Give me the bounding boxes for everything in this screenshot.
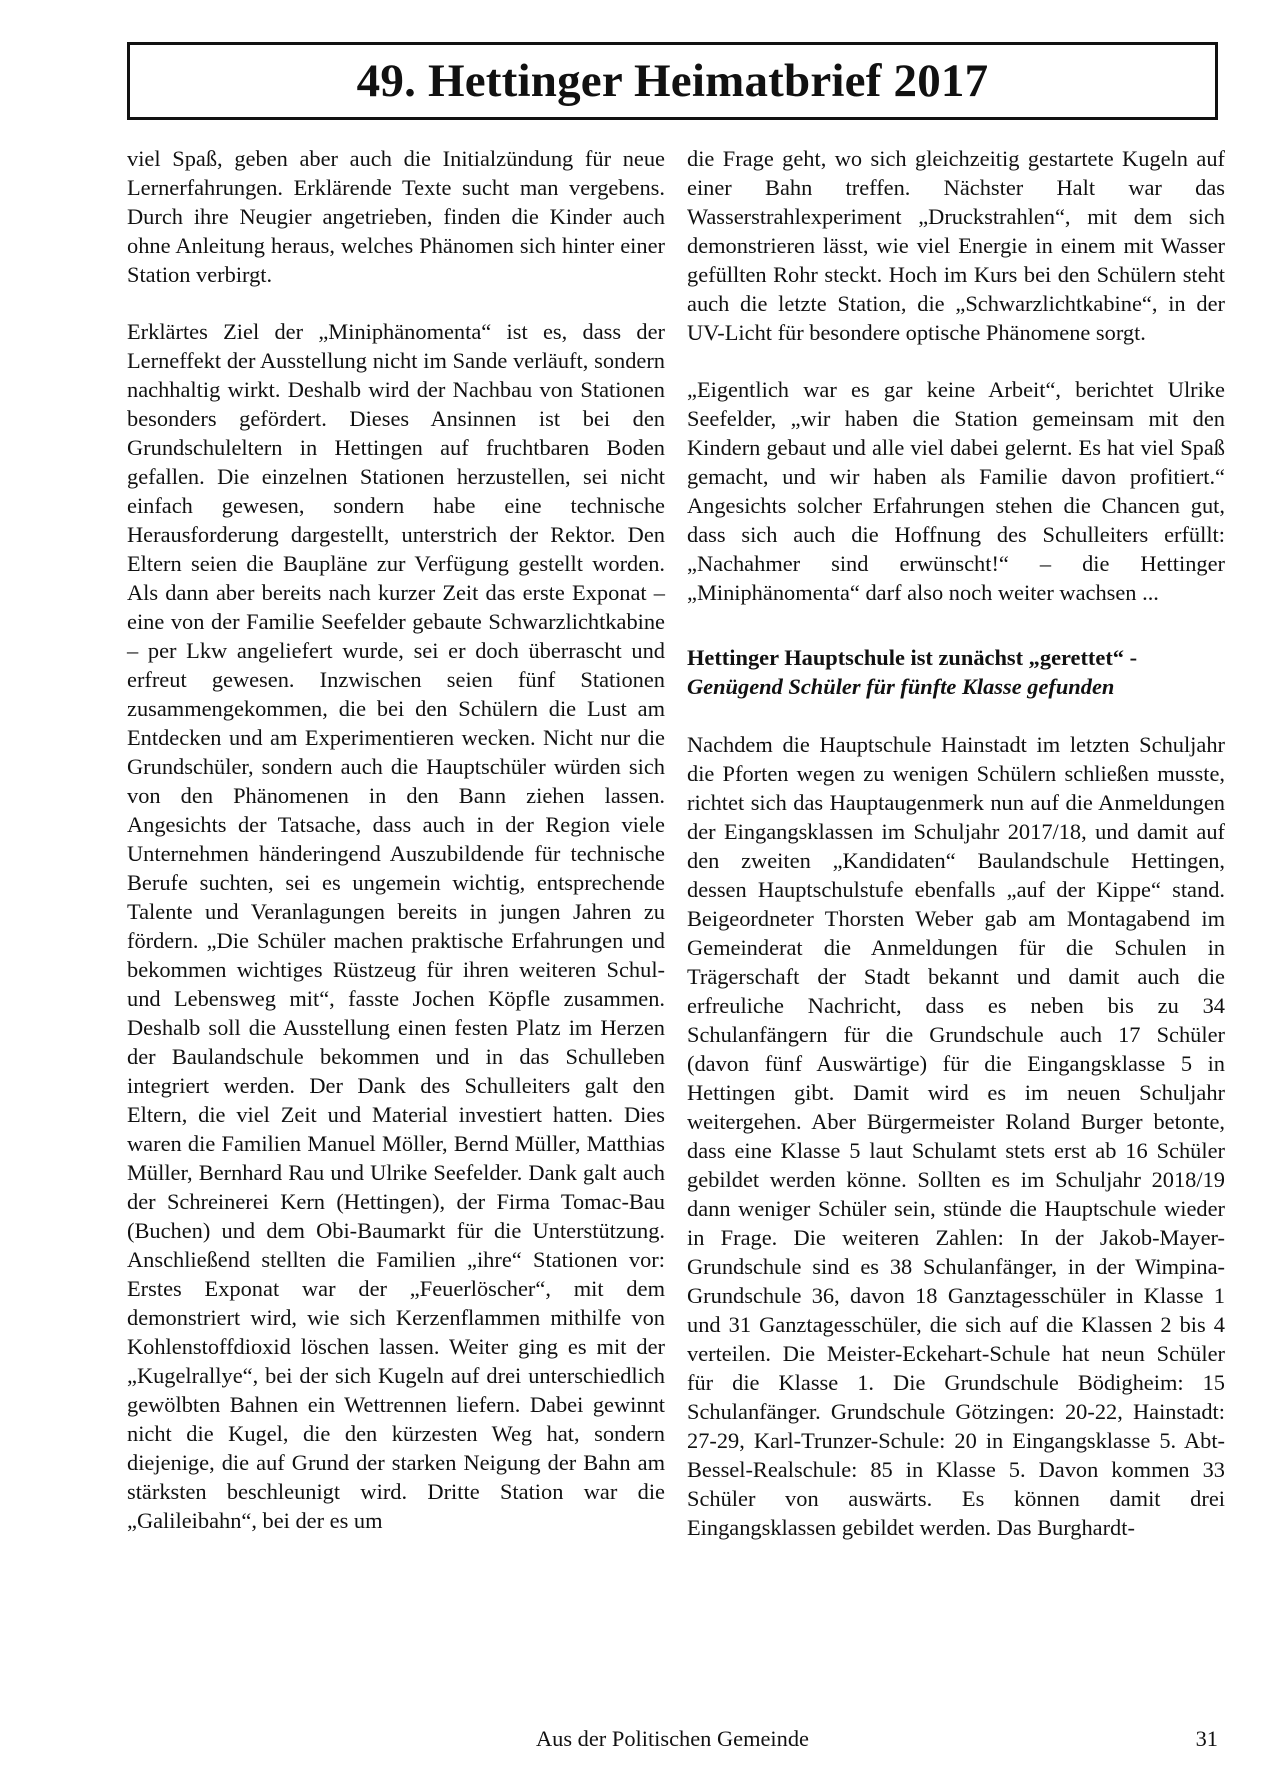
paragraph: viel Spaß, geben aber auch die Initialzündung für neue Lernerfahrungen. Erklärende Texte sucht man vergebens. Durch ihre Neugier angetrieben, finden die Kinder auch ohne Anleitung heraus, welches Phänomen sich hinter einer Station verbirgt. — [127, 146, 665, 287]
right-column — [687, 144, 1225, 1542]
page-number: 31 — [1195, 1726, 1218, 1751]
footer-section: Aus der Politischen Gemeinde — [536, 1726, 809, 1751]
article-subheading: Genügend Schüler für fünfte Klasse gefunden — [687, 674, 1115, 699]
article-body: Nachdem die Hauptschule Hainstadt im letzten Schuljahr die Pforten wegen zu wenigen Schülern schließen musste, richtet sich das Hauptaugenmerk nun auf die Anmeldungen der Eingangsklassen im Schuljahr 2017/18, und damit auf den zweiten „Kandidaten“ Baulandschule Hettingen, dessen Hauptschulstufe ebenfalls „auf der Kippe“ stand. Beigeordneter Thorsten Weber gab am Montagabend im Gemeinderat die Anmeldungen für die Schulen in Trägerschaft der Stadt bekannt und damit auch die erfreuliche Nachricht, dass es neben bis zu 34 Schulanfängern für die Grundschule auch 17 Schüler (davon fünf Auswärtige) für die Eingangsklasse 5 in Hettingen gibt. Damit wird es im neuen Schuljahr weitergehen. Aber Bürgermeister Roland Burger betonte, dass eine Klasse 5 laut Schulamt stets erst ab 16 Schüler gebildet werden könne. Sollten es im Schuljahr 2018/19 dann weniger Schüler sein, stünde die Hauptschule wieder in Frage. Die weiteren Zahlen: In der Jakob-Mayer-Grundschule sind es 38 Schulanfänger, in der Wimpina-Grundschule 36, davon 18 Ganztagesschüler in Klasse 1 und 31 Ganztagesschüler, die sich auf die Klassen 2 bis 4 verteilen. Die Meister-Eckehart-Schule hat neun Schüler für die Klasse 1. Die Grundschule Bödigheim: 15 Schulanfänger. Grundschule Götzingen: 20-22, Hainstadt: 27-29, Karl-Trunzer-Schule: 20 in Eingangsklasse 5. Abt-Bessel-Realschule: 85 in Klasse 5. Davon kommen 33 Schüler von auswärts. Es können damit drei Eingangsklassen gebildet werden. Das Burghardt- — [687, 732, 1225, 1540]
article-heading: Hettinger Hauptschule ist zunächst „gerettet“ - — [687, 645, 1138, 670]
paragraph: die Frage geht, wo sich gleichzeitig gestartete Kugeln auf einer Bahn treffen. Nächster Halt war das Wasserstrahlexperiment „Druckstrahlen“, mit dem sich demonstrieren lässt, wie viel Energie in einem mit Wasser gefüllten Rohr steckt. Hoch im Kurs bei den Schülern steht auch die letzte Station, die „Schwarzlichtkabine“, in der UV-Licht für besondere optische Phänomene sorgt. — [687, 146, 1225, 345]
paragraph: „Eigentlich war es gar keine Arbeit“, berichtet Ulrike Seefelder, „wir haben die Station gemeinsam mit den Kindern gebaut und alle viel dabei gelernt. Es hat viel Spaß gemacht, und wir haben als Familie davon profitiert.“ Angesichts solcher Erfahrungen stehen die Chancen gut, dass sich auch die Hoffnung des Schulleiters erfüllt: „Nachahmer sind erwünscht!“ – die Hettinger „Miniphänomenta“ darf also noch weiter wachsen ... — [687, 377, 1225, 605]
header-box — [127, 42, 1218, 120]
left-column — [127, 144, 665, 1535]
page-title: 49. Hettinger Heimatbrief 2017 — [356, 55, 989, 107]
paragraph: Erklärtes Ziel der „Miniphänomenta“ ist es, dass der Lerneffekt der Ausstellung nicht im Sande verläuft, sondern nachhaltig wirkt. Deshalb wird der Nachbau von Stationen besonders gefördert. Dieses Ansinnen ist bei den Grundschuleltern in Hettingen auf fruchtbaren Boden gefallen. Die einzelnen Stationen herzustellen, sei nicht einfach gewesen, sondern habe eine technische Herausforderung dargestellt, unterstrich der Rektor. Den Eltern seien die Baupläne zur Verfügung gestellt worden. Als dann aber bereits nach kurzer Zeit das erste Exponat – eine von der Familie Seefelder gebaute Schwarzlichtkabine – per Lkw angeliefert wurde, sei er doch überrascht und erfreut gewesen. Inzwischen seien fünf Stationen zusammengekommen, die bei den Schülern die Lust am Entdecken und am Experimentieren wecken. Nicht nur die Grundschüler, sondern auch die Hauptschüler würden sich von den Phänomenen in den Bann ziehen lassen. Angesichts der Tatsache, dass auch in der Region viele Unternehmen händeringend Auszubildende für technische Berufe suchten, sei es ungemein wichtig, entsprechende Talente und Veranlagungen bereits in jungen Jahren zu fördern. „Die Schüler machen praktische Erfahrungen und bekommen wichtiges Rüstzeug für ihren weiteren Schul- und Lebensweg mit“, fasste Jochen Köpfle zusammen. Deshalb soll die Ausstellung einen festen Platz im Herzen der Baulandschule bekommen und in das Schulleben integriert werden. Der Dank des Schulleiters galt den Eltern, die viel Zeit und Material investiert hatten. Dies waren die Familien Manuel Möller, Bernd Müller, Matthias Müller, Bernhard Rau und Ulrike Seefelder. Dank galt auch der Schreinerei Kern (Hettingen), der Firma Tomac-Bau (Buchen) und dem Obi-Baumarkt für die Unterstützung. Anschließend stellten die Familien „ihre“ Stationen vor: Erstes Exponat war der „Feuerlöscher“, mit dem demonstriert wird, wie sich Kerzenflammen mithilfe von Kohlenstoffdioxid löschen lassen. Weiter ging es mit der „Kugelrallye“, bei der sich Kugeln auf drei unterschiedlich gewölbten Bahnen ein Wettrennen liefern. Dabei gewinnt nicht die Kugel, die den kürzesten Weg hat, sondern diejenige, die auf Grund der starken Neigung der Bahn am stärksten beschleunigt wird. Dritte Station war die „Galileibahn“, bei der es um — [127, 319, 665, 1533]
